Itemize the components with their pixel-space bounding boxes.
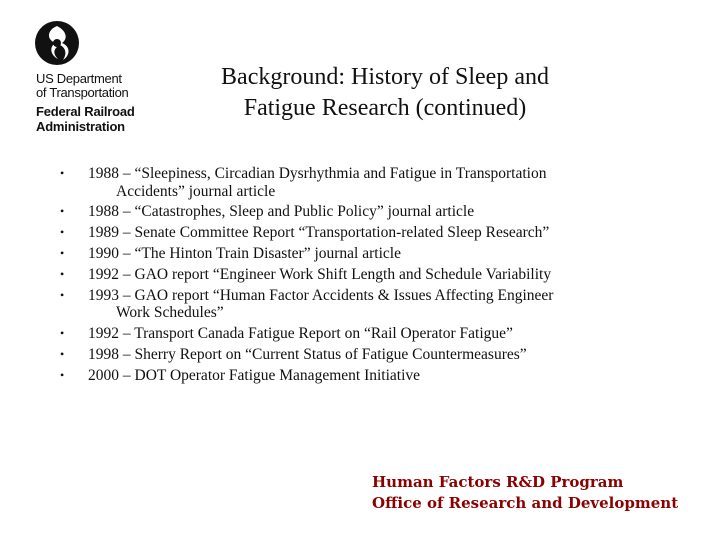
bullet-text: 1993 – GAO report “Human Factor Accidents & Issues Affecting Engineer [88, 286, 554, 304]
bullet-text: 1988 – “Catastrophes, Sleep and Public Policy” journal article [88, 203, 475, 221]
bullet-icon: • [60, 225, 65, 240]
list-item [56, 325, 676, 343]
list-item [56, 245, 676, 263]
slide-title [165, 62, 605, 124]
bullet-icon: • [60, 246, 65, 261]
title-line-1: Background: History of Sleep and [221, 64, 549, 90]
bullet-text: 1988 – “Sleepiness, Circadian Dysrhythmia and Fatigue in Transportation [88, 165, 547, 182]
logo-line-2: of Transportation [36, 85, 129, 100]
bullet-continuation: Accidents” journal article [116, 182, 276, 200]
title-line-2: Fatigue Research (continued) [243, 95, 527, 121]
fra-logo [28, 20, 158, 140]
logo-line-3: Federal Railroad [36, 104, 135, 119]
bullet-icon: • [60, 368, 65, 383]
list-item [56, 346, 676, 364]
footer-line-1: Human Factors R&D Program [372, 473, 624, 491]
bullet-text: 1998 – Sherry Report on “Current Status of Fatigue Countermeasures” [88, 346, 527, 364]
bullet-text: 1992 – GAO report “Engineer Work Shift Length and Schedule Variability [88, 266, 552, 284]
logo-line-4: Administration [36, 119, 125, 134]
list-item [56, 165, 676, 200]
footer-line-2: Office of Research and Development [372, 494, 679, 512]
bullet-list [56, 165, 676, 388]
bullet-icon: • [60, 347, 65, 362]
bullet-icon: • [60, 267, 65, 282]
dot-logo-icon [34, 20, 80, 66]
bullet-text: 1990 – “The Hinton Train Disaster” journal article [88, 245, 401, 263]
bullet-text: 1989 – Senate Committee Report “Transportation-related Sleep Research” [88, 224, 550, 242]
bullet-text: 2000 – DOT Operator Fatigue Management Initiative [88, 367, 421, 385]
footer-program [372, 472, 702, 514]
list-item [56, 367, 676, 385]
bullet-continuation: Work Schedules” [116, 304, 224, 322]
bullet-icon: • [60, 166, 65, 180]
bullet-icon: • [60, 287, 65, 302]
bullet-icon: • [60, 204, 65, 219]
bullet-icon: • [60, 326, 65, 341]
list-item [56, 203, 676, 221]
logo-text [36, 72, 135, 134]
list-item [56, 266, 676, 284]
list-item [56, 287, 676, 322]
bullet-text: 1992 – Transport Canada Fatigue Report on “Rail Operator Fatigue” [88, 325, 513, 343]
logo-line-1: US Department [36, 71, 122, 86]
list-item [56, 224, 676, 242]
